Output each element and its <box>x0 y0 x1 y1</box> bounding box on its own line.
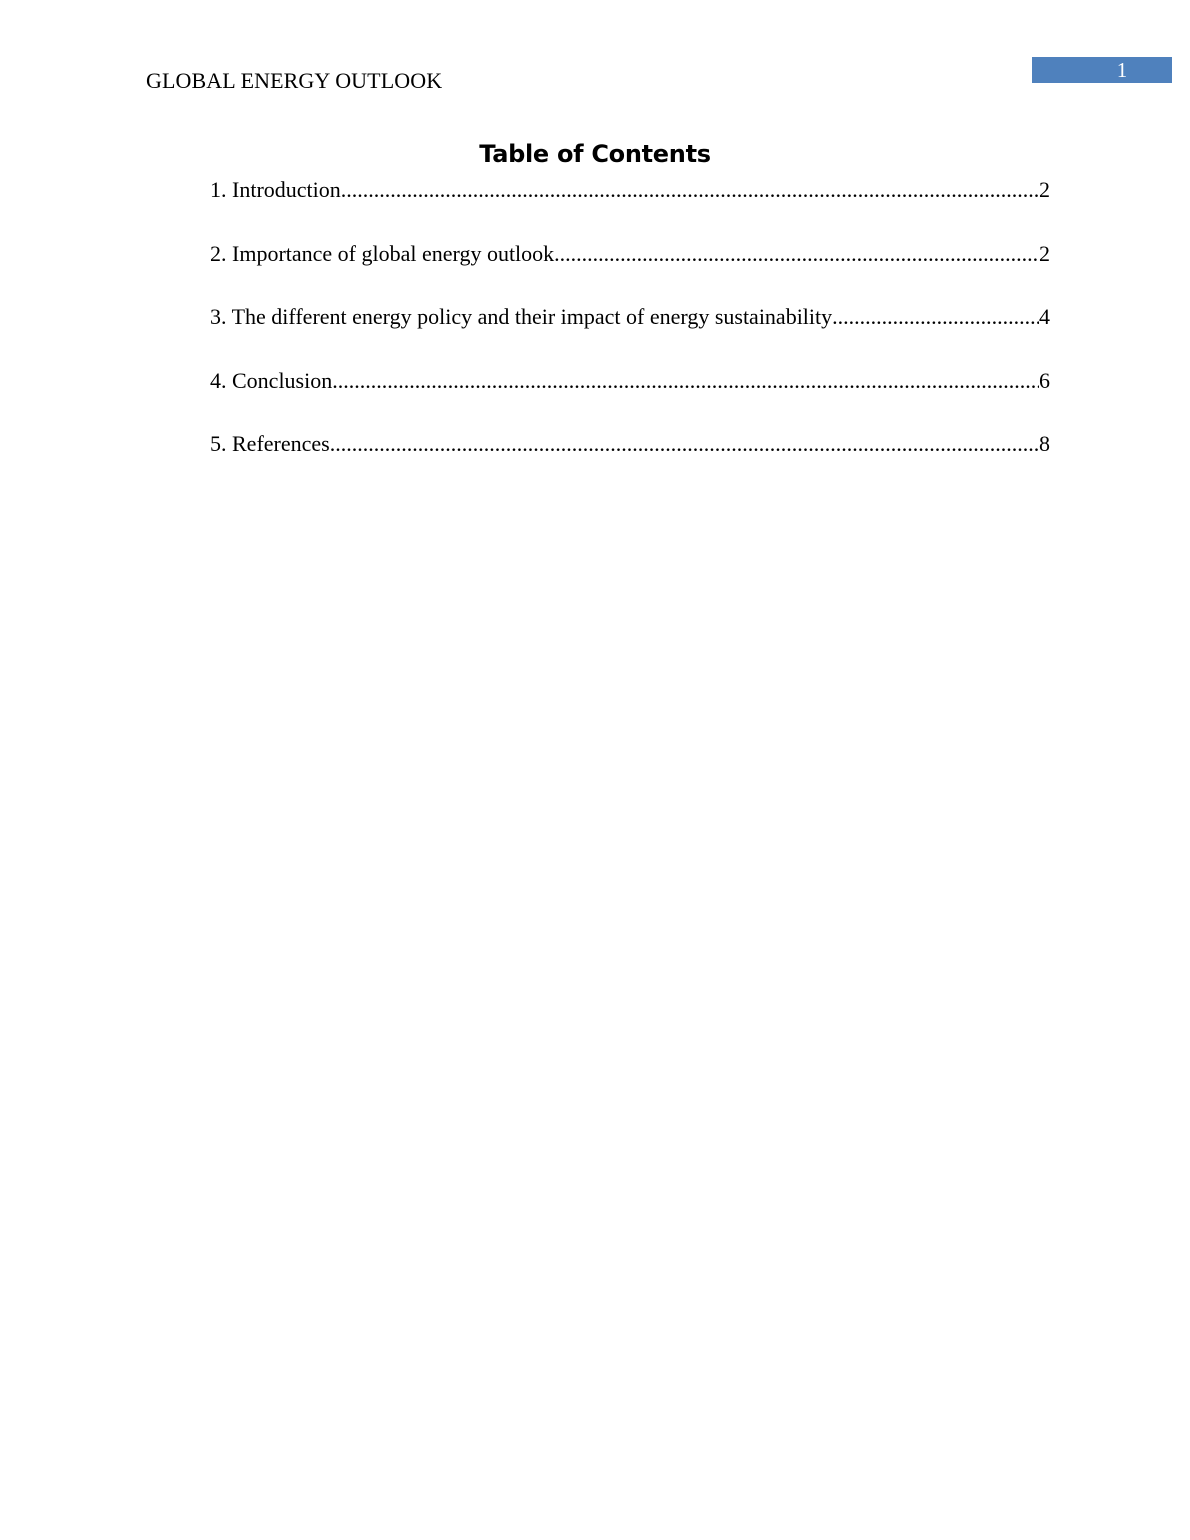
toc-dot-leader <box>554 240 1039 268</box>
toc-dot-leader <box>332 367 1039 395</box>
toc-entry-energy-policy[interactable] <box>210 303 1050 367</box>
running-header-title: GLOBAL ENERGY OUTLOOK <box>146 68 443 93</box>
toc-list <box>210 176 1050 494</box>
toc-entry-page[interactable]: 2 <box>1039 240 1050 266</box>
toc-entry-title[interactable]: 1. Introduction <box>210 177 341 202</box>
toc-dot-leader <box>832 303 1039 331</box>
toc-entry-importance[interactable] <box>210 240 1050 304</box>
toc-entry-page[interactable]: 8 <box>1039 431 1050 457</box>
toc-heading: Table of Contents <box>479 140 711 168</box>
toc-entry-references[interactable] <box>210 430 1050 494</box>
toc-entry-conclusion[interactable] <box>210 367 1050 431</box>
toc-entry-page[interactable]: 4 <box>1039 304 1050 330</box>
toc-entry-title[interactable]: 2. Importance of global energy outlook <box>210 240 555 266</box>
toc-entry-title[interactable]: 5. References <box>210 431 330 457</box>
toc-dot-leader <box>330 430 1039 458</box>
page-number: 1 <box>1116 58 1128 82</box>
page-number-badge <box>1032 57 1172 83</box>
toc-entry-title[interactable]: 3. The different energy policy and their impact of energy sustainability <box>210 304 833 330</box>
toc-entry-introduction[interactable] <box>210 176 1050 240</box>
toc-entry-page[interactable]: 2 <box>1039 177 1050 202</box>
toc-entry-title[interactable]: 4. Conclusion <box>210 367 333 393</box>
toc-entry-page[interactable]: 6 <box>1039 367 1050 393</box>
toc-dot-leader <box>341 176 1039 204</box>
